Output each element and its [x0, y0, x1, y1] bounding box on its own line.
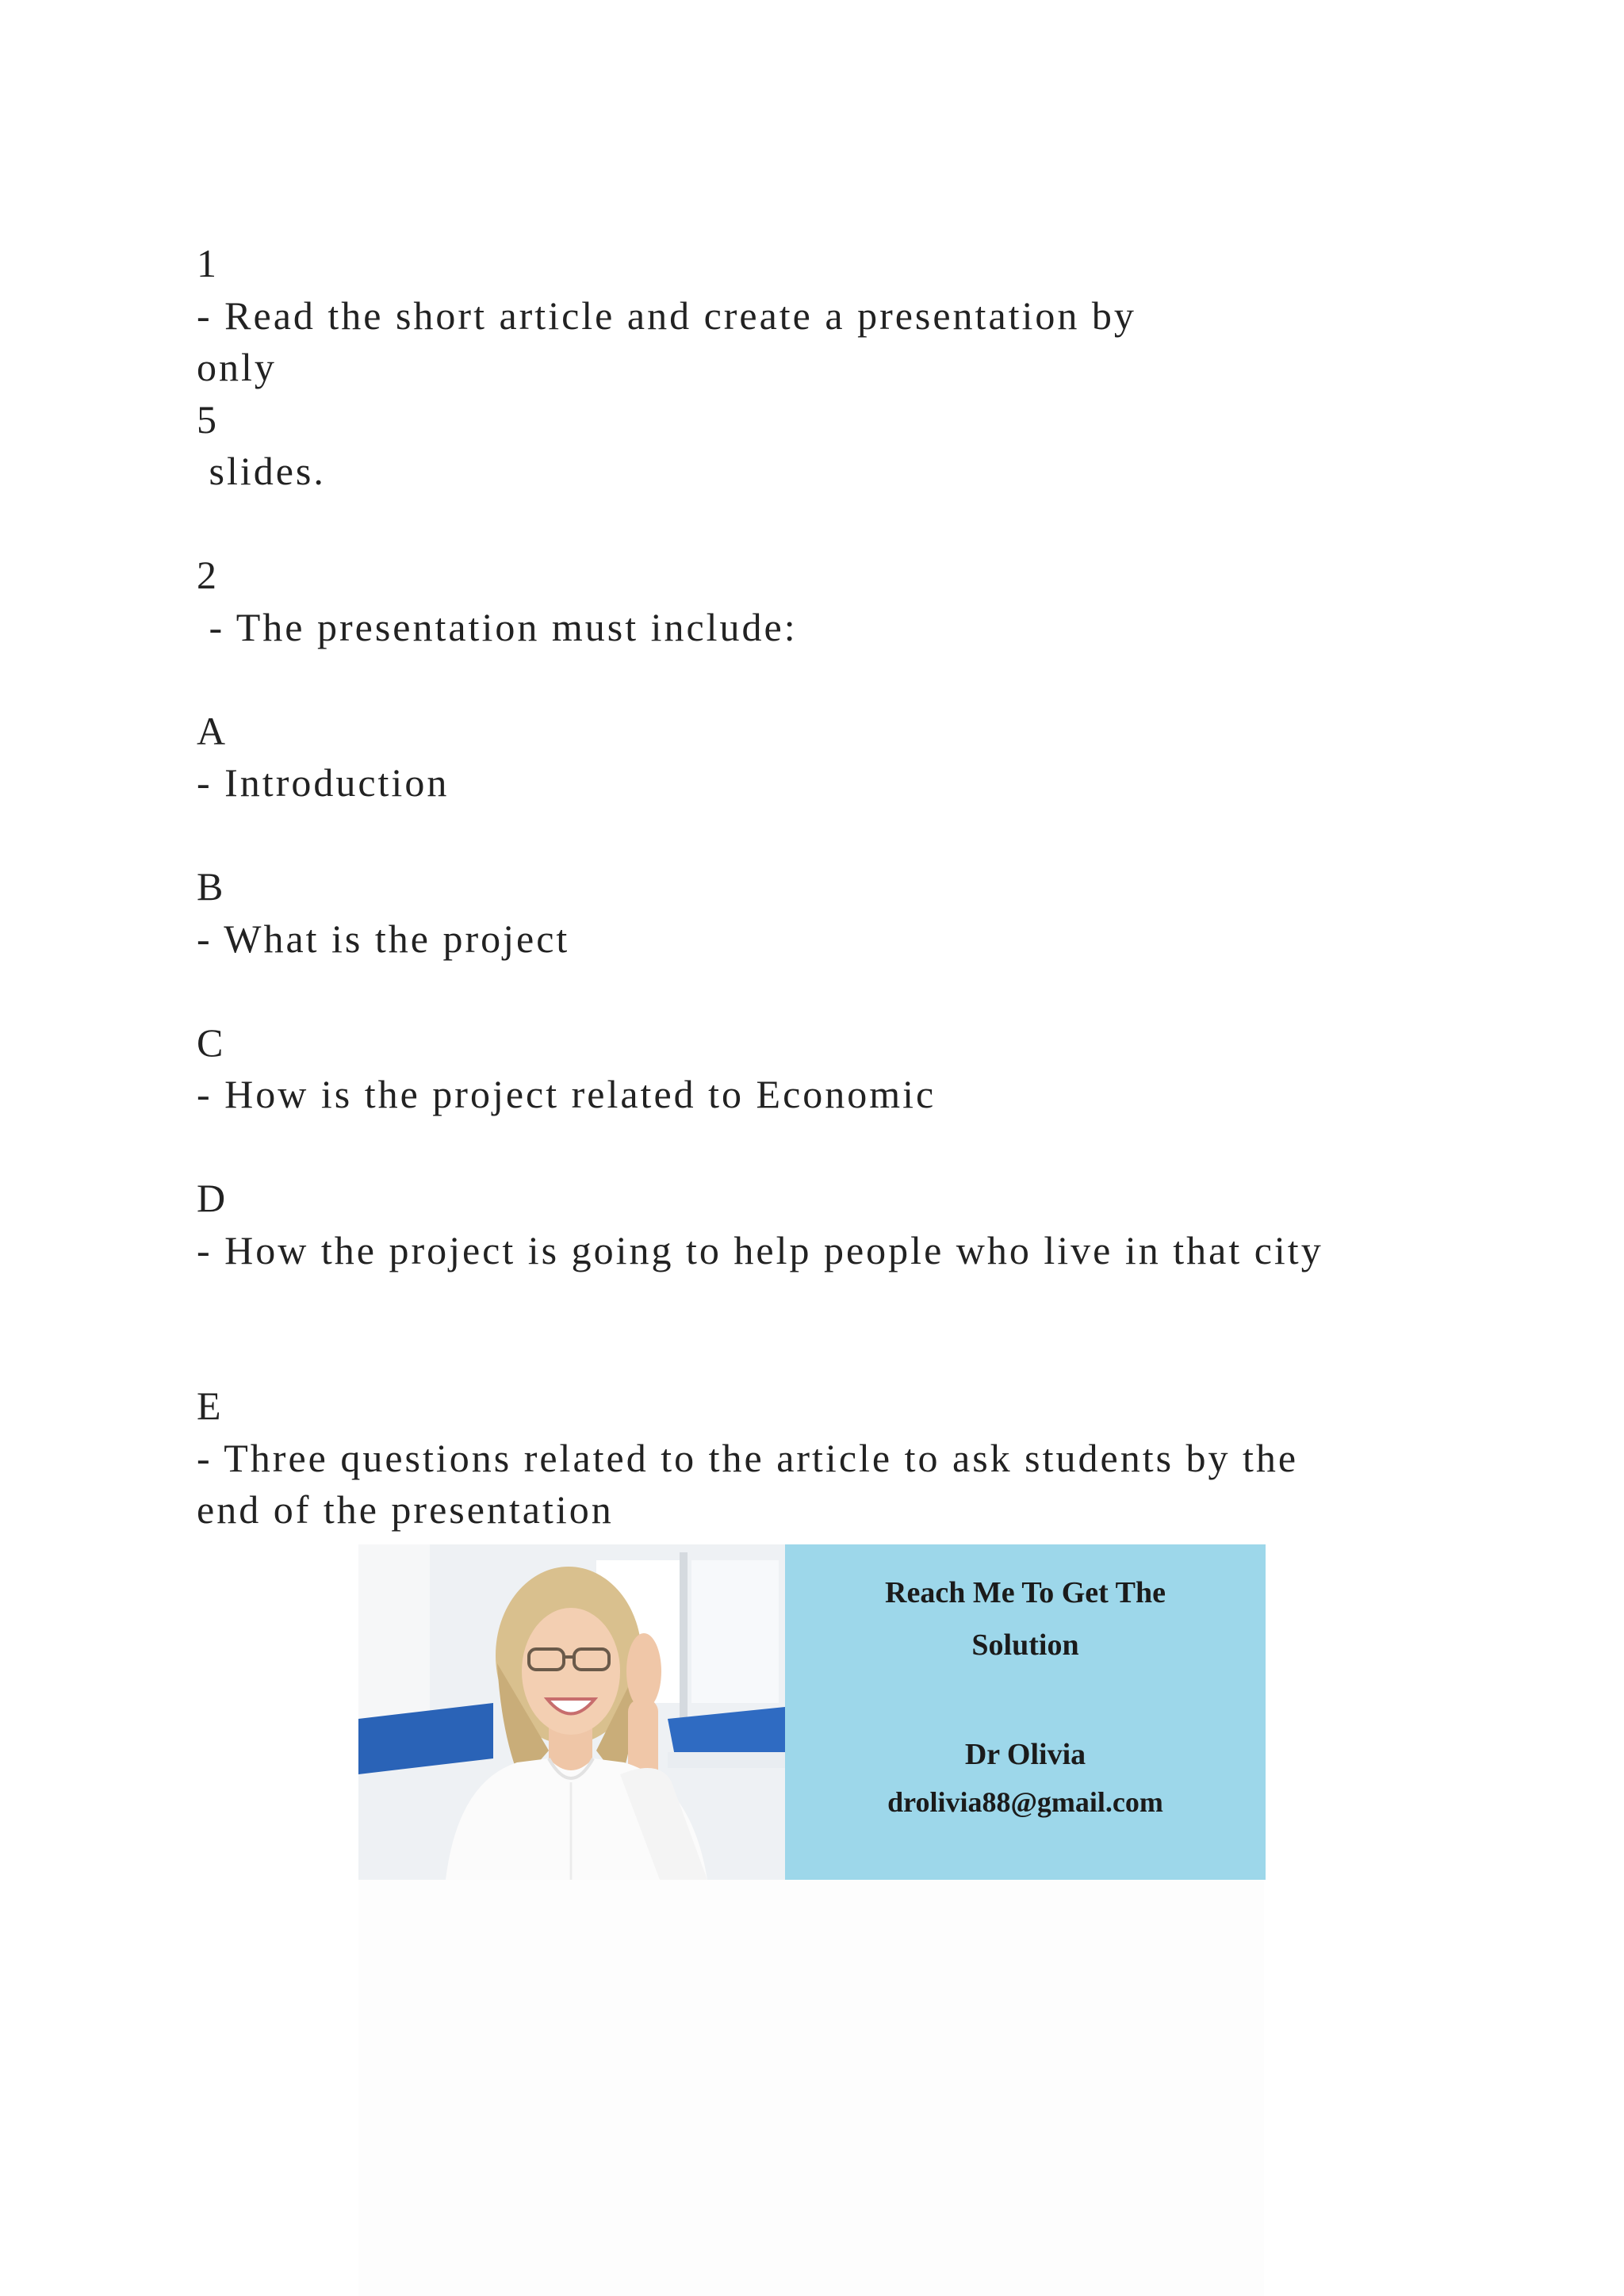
- promo-headline-line2: Solution: [971, 1628, 1079, 1662]
- promo-banner: [358, 1544, 1266, 1880]
- instruction-line: - Read the short article and create a presentation by: [197, 293, 1136, 338]
- item-number-1: 1: [197, 241, 219, 285]
- instruction-line: only: [197, 345, 277, 389]
- requirement-line: end of the presentation: [197, 1487, 614, 1532]
- promo-headline: [785, 1567, 1266, 1671]
- instruction-line: - The presentation must include:: [197, 604, 798, 649]
- item-letter-a: A: [197, 708, 228, 753]
- contact-email: drolivia88@gmail.com: [887, 1786, 1163, 1818]
- slide-count: 5: [197, 396, 219, 442]
- requirement-line: - How is the project related to Economic: [197, 1072, 936, 1116]
- contact-card: [785, 1544, 1266, 1880]
- item-letter-c: C: [197, 1020, 226, 1065]
- item-number-2: 2: [197, 553, 219, 597]
- requirement-line: - Three questions related to the article to ask students by the: [197, 1435, 1299, 1480]
- contact-name: Dr Olivia: [964, 1738, 1086, 1771]
- instruction-line: slides.: [197, 449, 326, 493]
- woman-with-glasses-photo: [358, 1544, 785, 1880]
- requirement-line: - How the project is going to help people who live in that city: [197, 1227, 1323, 1272]
- item-letter-d: D: [197, 1176, 228, 1220]
- requirement-line: - Introduction: [197, 760, 450, 805]
- item-letter-b: B: [197, 864, 226, 909]
- blank-image-area: [358, 1879, 1264, 2296]
- item-letter-e: E: [197, 1383, 224, 1428]
- requirement-line: - What is the project: [197, 916, 570, 961]
- assignment-text: [197, 238, 1434, 1536]
- promo-headline-line1: Reach Me To Get The: [885, 1576, 1166, 1609]
